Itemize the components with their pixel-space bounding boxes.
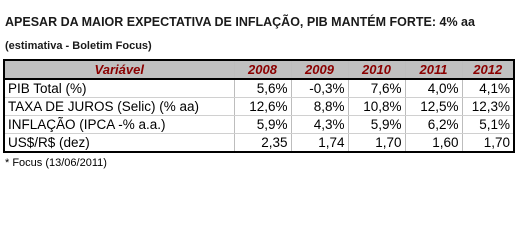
- table-cell: 5,9%: [234, 116, 291, 134]
- table-row: [4, 116, 514, 134]
- table-cell: 7,6%: [348, 79, 405, 98]
- table-cell: 4,1%: [462, 79, 514, 98]
- table-cell: 8,8%: [291, 98, 348, 116]
- table-cell: 12,5%: [405, 98, 462, 116]
- table-row: [4, 79, 514, 98]
- table-cell: 5,1%: [462, 116, 514, 134]
- table-cell: 2,35: [234, 134, 291, 153]
- table-cell: 1,60: [405, 134, 462, 153]
- row-label: TAXA DE JUROS (Selic) (% aa): [4, 98, 234, 116]
- row-label: PIB Total (%): [4, 79, 234, 98]
- header-2012: 2012: [462, 60, 514, 79]
- table-row: [4, 98, 514, 116]
- table-header-row: [4, 60, 514, 79]
- table-cell: 1,70: [348, 134, 405, 153]
- forecast-table: [3, 59, 515, 153]
- table-cell: 1,74: [291, 134, 348, 153]
- table-cell: 5,6%: [234, 79, 291, 98]
- table-cell: 10,8%: [348, 98, 405, 116]
- row-label: INFLAÇÃO (IPCA -% a.a.): [4, 116, 234, 134]
- row-label: US$/R$ (dez): [4, 134, 234, 153]
- table-cell: 6,2%: [405, 116, 462, 134]
- header-2009: 2009: [291, 60, 348, 79]
- page-subtitle: (estimativa - Boletim Focus): [5, 40, 152, 52]
- table-cell: 5,9%: [348, 116, 405, 134]
- header-2008: 2008: [234, 60, 291, 79]
- header-variavel: Variável: [4, 60, 234, 79]
- footnote: * Focus (13/06/2011): [5, 157, 107, 169]
- table-cell: 1,70: [462, 134, 514, 153]
- table-cell: 4,3%: [291, 116, 348, 134]
- table-row: [4, 134, 514, 153]
- table-cell: 4,0%: [405, 79, 462, 98]
- table-cell: -0,3%: [291, 79, 348, 98]
- table-cell: 12,3%: [462, 98, 514, 116]
- page-title: APESAR DA MAIOR EXPECTATIVA DE INFLAÇÃO, PIB MANTÉM FORTE: 4% aa: [5, 15, 475, 29]
- header-2011: 2011: [405, 60, 462, 79]
- table-cell: 12,6%: [234, 98, 291, 116]
- header-2010: 2010: [348, 60, 405, 79]
